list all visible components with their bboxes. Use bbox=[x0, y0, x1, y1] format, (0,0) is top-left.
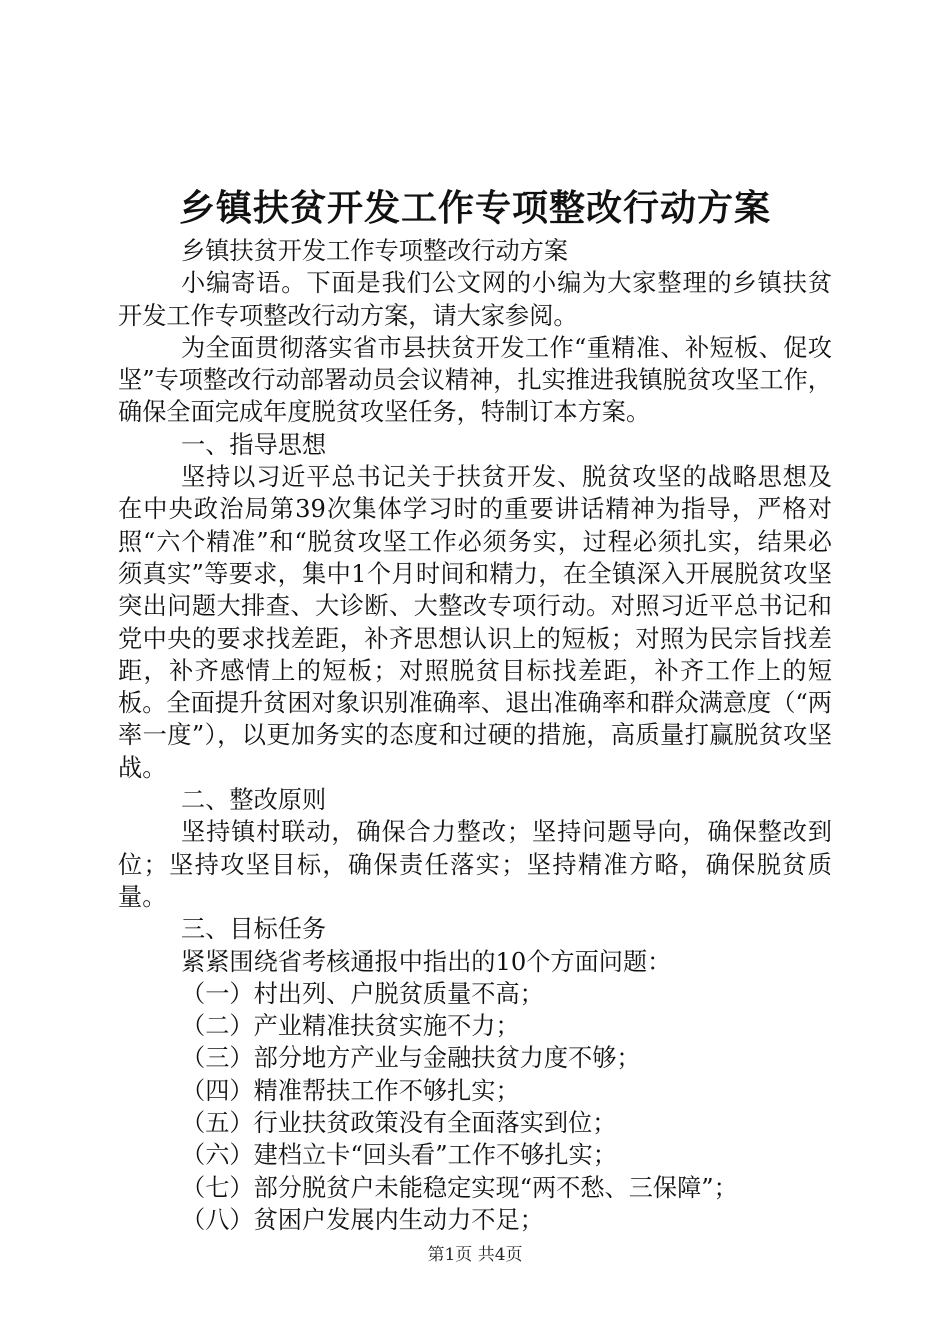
list-item: （五）行业扶贫政策没有全面落实到位； bbox=[181, 1109, 617, 1138]
list-item: （七）部分脱贫户未能稳定实现“两不愁、三保障”； bbox=[181, 1173, 738, 1202]
paragraph-subtitle: 乡镇扶贫开发工作专项整改行动方案 bbox=[181, 237, 569, 265]
list-item: （二）产业精准扶贫实施不力； bbox=[181, 1012, 520, 1041]
section-heading-targets: 三、目标任务 bbox=[181, 915, 327, 944]
paragraph-principles: 坚持镇村联动，确保合力整改；坚持问题导向，确保整改到位；坚持攻坚目标，确保责任落实；坚持精准方略，确保脱贫质量。 bbox=[118, 818, 832, 911]
page-footer: 第1页 共4页 bbox=[427, 1245, 523, 1265]
list-item: （六）建档立卡“回头看”工作不够扎实； bbox=[181, 1141, 617, 1170]
paragraph-intro: 小编寄语。下面是我们公文网的小编为大家整理的乡镇扶贫开发工作专项整改行动方案，请大家参阅。 bbox=[118, 269, 832, 330]
paragraph-purpose: 为全面贯彻落实省市县扶贫开发工作“重精准、补短板、促攻坚”专项整改行动部署动员会议精神，扎实推进我镇脱贫攻坚工作，确保全面完成年度脱贫攻坚任务，特制订本方案。 bbox=[118, 333, 832, 427]
paragraph-guiding-ideology: 坚持以习近平总书记关于扶贫开发、脱贫攻坚的战略思想及在中央政治局第39次集体学习时的重要讲话精神为指导，严格对照“六个精准”和“脱贫攻坚工作必须务实，过程必须扎实，结果必须真实”等要求，集中1个月时间和精力，在全镇深入开展脱贫攻坚突出问题大排查、大诊断、大整改专项行动。对照习近平总书记和党中央的要求找差距，补齐思想认识上的短板；对照为民宗旨找差距，补齐感情上的短板；对照脱贫目标找差距，补齐工作上的短板。全面提升贫困对象识别准确率、退出准确率和群众满意度（“两率一度”），以更加务实的态度和过硬的措施，高质量打赢脱贫攻坚战。 bbox=[118, 463, 832, 782]
section-heading-guiding-ideology: 一、指导思想 bbox=[181, 430, 327, 459]
document-body bbox=[118, 235, 832, 1236]
document-title: 乡镇扶贫开发工作专项整改行动方案 bbox=[178, 187, 771, 229]
section-heading-principles: 二、整改原则 bbox=[181, 786, 327, 815]
paragraph-targets-intro: 紧紧围绕省考核通报中指出的10个方面问题： bbox=[181, 947, 672, 976]
list-item: （三）部分地方产业与金融扶贫力度不够； bbox=[181, 1044, 641, 1073]
list-item: （八）贫困户发展内生动力不足； bbox=[181, 1205, 544, 1234]
list-item: （四）精准帮扶工作不够扎实； bbox=[181, 1076, 520, 1105]
list-item: （一）村出列、户脱贫质量不高； bbox=[181, 979, 544, 1008]
